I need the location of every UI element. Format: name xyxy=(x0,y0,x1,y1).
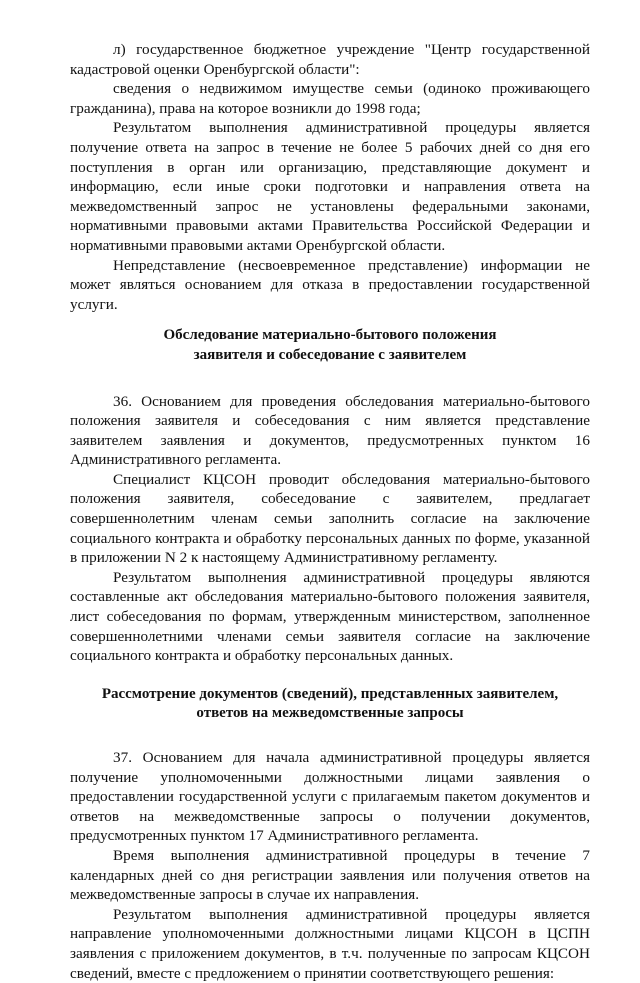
paragraph-time: Время выполнения административной процедуры в течение 7 календарных дней со дня регистрации заявления или получения ответов на межведомственные запросы в случае их направления. xyxy=(70,846,590,904)
paragraph-inspection-result: Результатом выполнения административной процедуры являются составленные акт обследования материально-бытового положения заявителя, лист собеседования по формам, утвержденным министерством, заполненное совершеннолетними членами семьи заявителя согласие на заключение социального контракта и обработку персональных данных. xyxy=(70,568,590,665)
section-heading-review-line2: ответов на межведомственные запросы xyxy=(196,705,464,722)
paragraph-nonsubmission: Непредставление (несвоевременное представление) информации не может являться основанием для отказа в предоставлении государственной услуги. xyxy=(70,256,590,313)
paragraph-specialist: Специалист КЦСОН проводит обследования материально-бытового положения заявителя, собеседование с заявителем, предлагает совершеннолетним членам семьи заполнить согласие на заключение социального контракта и обработку персональных данных по форме, указанной в приложении N 2 к настоящему Административному регламенту. xyxy=(70,470,590,567)
paragraph-37: 37. Основанием для начала административной процедуры является получение уполномоченными должностными лицами заявления о предоставлении государственной услуги с прилагаемым пакетом документов и ответов на межведомственные запросы о получении документов, предусмотренных пунктом 17 Административного регламента. xyxy=(70,749,590,845)
paragraph-item-l: л) государственное бюджетное учреждение "Центр государственной кадастровой оценки Оренбургской области": xyxy=(70,41,590,78)
paragraph-36: 36. Основанием для проведения обследования материально-бытового положения заявителя и собеседования с ним является представление заявителем заявления и документов, предусмотренных пунктом 16 Административного регламента. xyxy=(70,392,590,469)
paragraph-review-result: Результатом выполнения административной процедуры является направление уполномоченными должностными лицами КЦСОН в ЦСПН заявления с приложением документов, в т.ч. полученные по запросам КЦСОН сведений, вместе с предложением о принятии соответствующего решения: xyxy=(70,905,590,982)
section-heading-inspection-line1: Обследование материально-бытового положения xyxy=(163,327,497,344)
paragraph-property-info: сведения о недвижимом имуществе семьи (одиноко проживающего гражданина), права на которое возникли до 1998 года; xyxy=(70,80,590,117)
paragraph-procedure-result: Результатом выполнения административной процедуры является получение ответа на запрос в течение не более 5 рабочих дней со дня его поступления в орган или организацию, представляющие документ и информацию, если иные сроки подготовки и направления ответа на межведомственный запрос не установлены федеральными законами, нормативными правовыми актами Правительства Российской Федерации и нормативными правовыми актами Оренбургской области. xyxy=(70,119,590,254)
section-heading-review xyxy=(70,685,590,724)
document-body xyxy=(70,40,590,983)
section-heading-inspection xyxy=(70,326,590,365)
section-heading-review-line1: Рассмотрение документов (сведений), представленных заявителем, xyxy=(101,685,559,702)
section-heading-inspection-line2: заявителя и собеседование с заявителем xyxy=(193,346,467,363)
